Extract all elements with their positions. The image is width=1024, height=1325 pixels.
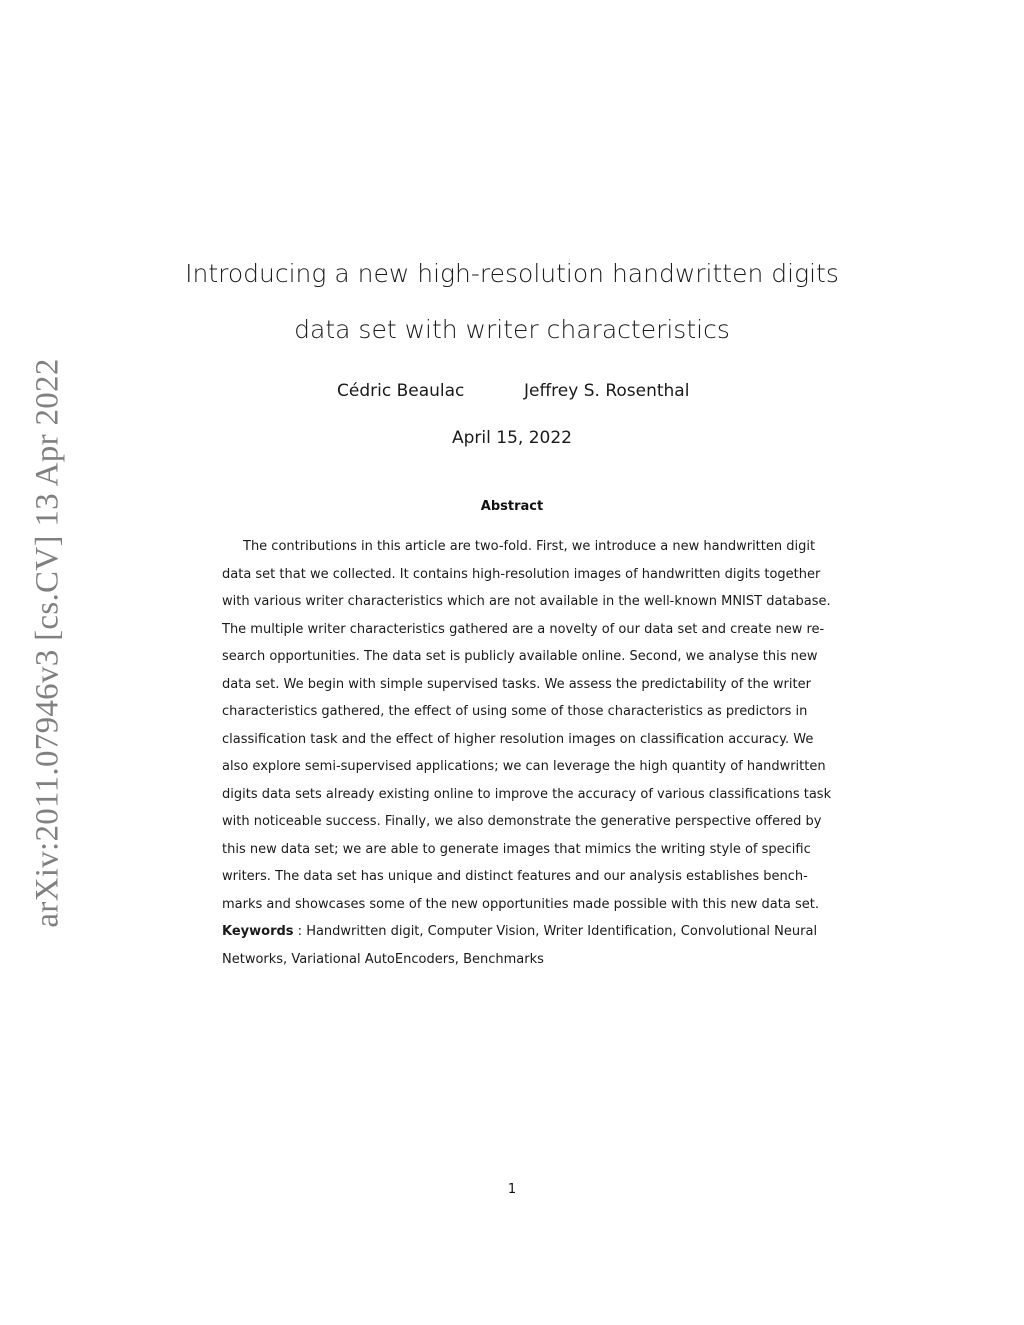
author-2: Jeffrey S. Rosenthal	[524, 381, 690, 401]
abstract-line: The contributions in this article are two-fold. First, we introduce a new handwritten digit	[243, 539, 816, 554]
abstract-body	[222, 533, 832, 973]
author-1: Cédric Beaulac	[337, 381, 465, 401]
abstract-line: search opportunities. The data set is publicly available online. Second, we analyse this new	[222, 649, 818, 664]
abstract-line: characteristics gathered, the effect of using some of those characteristics as predictors in	[222, 704, 808, 719]
paper-title-line-2: data set with writer characteristics	[294, 315, 730, 344]
keywords-line	[222, 918, 818, 946]
abstract-line: classification task and the effect of higher resolution images on classification accuracy. We	[222, 731, 814, 747]
arxiv-identifier-stamp: arXiv:2011.07946v3 [cs.CV] 13 Apr 2022	[29, 358, 66, 928]
abstract-line: this new data set; we are able to generate images that mimics the writing style of specific	[222, 841, 811, 857]
abstract-line: with noticeable success. Finally, we also demonstrate the generative perspective offered by	[222, 814, 822, 829]
abstract-line: with various writer characteristics which are not available in the well-known MNIST database.	[222, 594, 831, 609]
paper-title-line-1: Introducing a new high-resolution handwritten digits	[185, 259, 839, 288]
keywords-label: Keywords	[222, 924, 294, 939]
abstract-line: The multiple writer characteristics gathered are a novelty of our data set and create new re-	[222, 621, 825, 637]
abstract-line: digits data sets already existing online to improve the accuracy of various classifications task	[222, 786, 832, 802]
abstract-heading: Abstract	[480, 499, 544, 514]
abstract-line: data set. We begin with simple supervised tasks. We assess the predictability of the writer	[222, 676, 811, 692]
publication-date: April 15, 2022	[452, 428, 572, 448]
page-number: 1	[507, 1182, 517, 1197]
keywords-line-2: Networks, Variational AutoEncoders, Benchmarks	[222, 951, 544, 967]
abstract-line: writers. The data set has unique and distinct features and our analysis establishes bench-	[222, 869, 808, 884]
keywords-list: : Handwritten digit, Computer Vision, Writer Identification, Convolutional Neural	[293, 924, 818, 939]
abstract-line: also explore semi-supervised applications; we can leverage the high quantity of handwritten	[222, 759, 826, 774]
abstract-line: marks and showcases some of the new opportunities made possible with this new data set.	[222, 896, 819, 912]
abstract-line: data set that we collected. It contains high-resolution images of handwritten digits together	[222, 566, 821, 582]
